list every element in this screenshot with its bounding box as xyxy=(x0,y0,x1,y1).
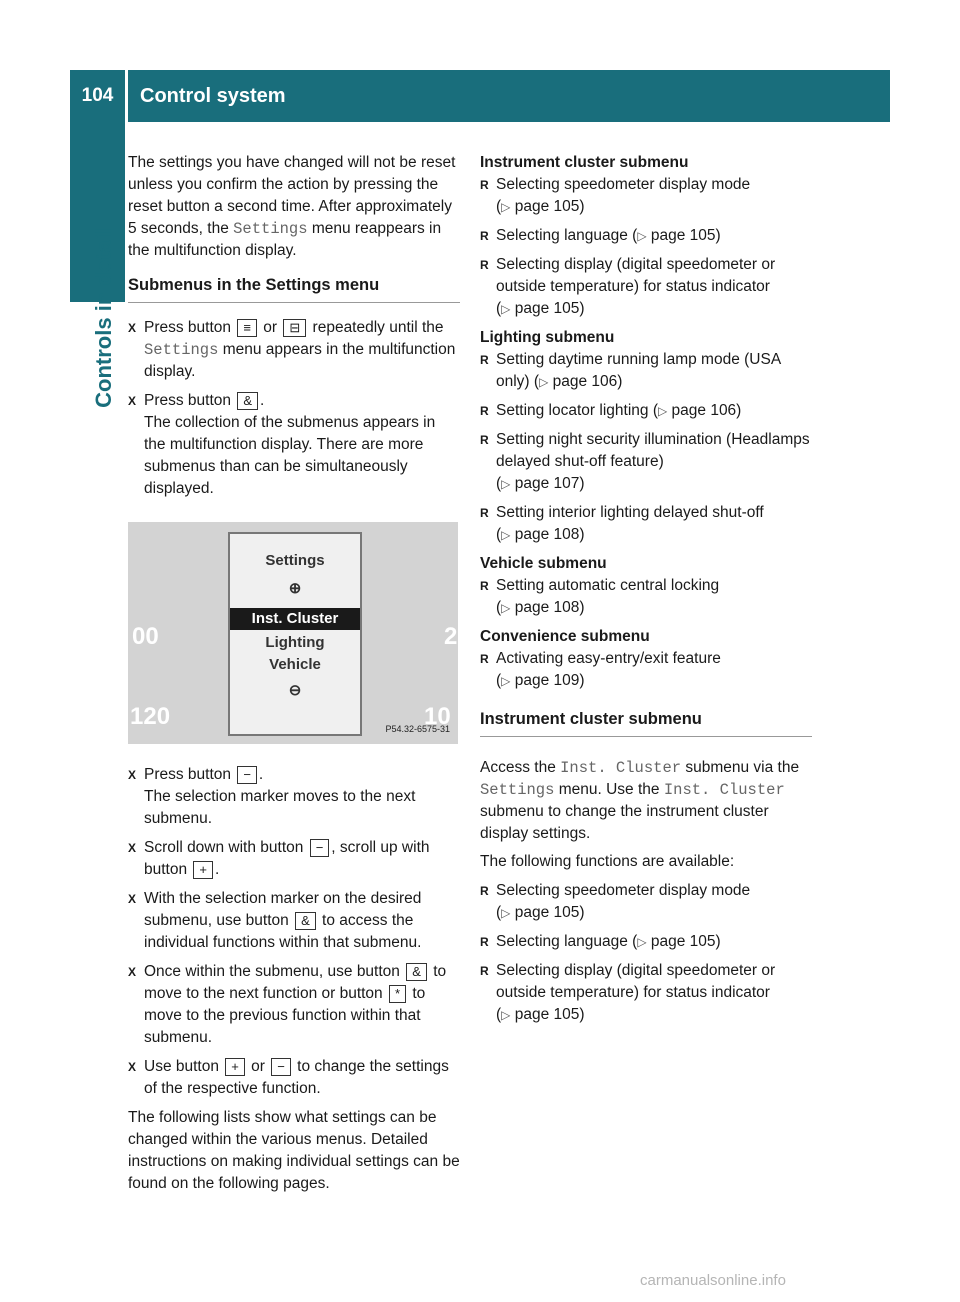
section-title-submenus: Submenus in the Settings menu xyxy=(128,274,460,303)
list-item: R Selecting language (▷ page 105) xyxy=(480,225,812,247)
gauge-label: 120 xyxy=(130,703,171,730)
list-item: R Selecting speedometer display mode (▷ page 105) xyxy=(480,174,812,218)
list-item: R Setting interior lighting delayed shut-off (▷ page 108) xyxy=(480,502,812,546)
list-item: R Selecting language (▷ page 105) xyxy=(480,931,812,953)
gauge-label: 00 xyxy=(132,623,159,650)
step-3: X Press button − . The selection marker moves to the next submenu. xyxy=(128,764,460,830)
left-column xyxy=(128,152,460,1195)
display-panel xyxy=(228,532,362,736)
list-item: R Setting locator lighting (▷ page 106) xyxy=(480,400,812,422)
plus-icon: ⊕ xyxy=(288,580,302,597)
access-paragraph: Access the Inst. Cluster submenu via the Settings menu. Use the Inst. Cluster submenu to change the instrument cluster display settings. xyxy=(480,759,800,842)
list-item: R Selecting speedometer display mode (▷ page 105) xyxy=(480,880,812,924)
list-item: R Setting night security illumination (Headlamps delayed shut-off feature) (▷ page 107) xyxy=(480,429,812,495)
step-2: X Press button & . The collection of the submenus appears in the multifunction display. There are more submenus than can be simultaneously displayed. xyxy=(128,390,460,500)
display-item-vehicle: Vehicle xyxy=(269,656,321,673)
step-6: X Once within the submenu, use button & to move to the next function or button * to move to the previous function within that submenu. xyxy=(128,961,460,1049)
outro-paragraph: The following lists show what settings can be changed within the various menus. Detailed instructions on making individual settings can be found on the following pages. xyxy=(128,1109,460,1192)
header-separator xyxy=(125,70,128,122)
list-item: R Setting daytime running lamp mode (USA only) (▷ page 106) xyxy=(480,349,812,393)
vehicle-head: Vehicle submenu xyxy=(480,555,607,572)
minus-icon: ⊖ xyxy=(288,682,302,699)
figure-code: P54.32-6575-31 xyxy=(385,724,450,734)
gauge-label: 10 xyxy=(424,703,451,730)
list-item: R Activating easy-entry/exit feature (▷ page 109) xyxy=(480,648,812,692)
intro-paragraph: The settings you have changed will not be reset unless you confirm the action by pressing the reset button a second time. After approximately 5 seconds, the Settings menu reappears in the multifunction display. xyxy=(128,154,456,259)
step-4: X Scroll down with button − , scroll up with button + . xyxy=(128,837,460,881)
gauge-label: 2 xyxy=(444,623,458,650)
convenience-head: Convenience submenu xyxy=(480,628,650,645)
multifunction-display-figure xyxy=(128,522,458,744)
display-item-settings: Settings xyxy=(265,552,325,569)
list-item: R Selecting display (digital speedometer or outside temperature) for status indicator (▷ page 105) xyxy=(480,960,812,1026)
display-item-lighting: Lighting xyxy=(265,634,325,651)
step-7: X Use button + or − to change the settings of the respective function. xyxy=(128,1056,460,1100)
right-column xyxy=(480,152,812,1033)
step-5: X With the selection marker on the desired submenu, use button & to access the individual functions within that submenu. xyxy=(128,888,460,954)
list-item: R Setting automatic central locking (▷ page 108) xyxy=(480,575,812,619)
lighting-head: Lighting submenu xyxy=(480,329,615,346)
footer-url[interactable]: carmanualsonline.info xyxy=(640,1272,786,1289)
display-item-selected: Inst. Cluster xyxy=(230,608,360,630)
side-tab-label: Controls in detail xyxy=(91,227,116,408)
inst-head: Instrument cluster submenu xyxy=(480,154,689,171)
following-text: The following functions are available: xyxy=(480,853,735,870)
page-title: Control system xyxy=(140,84,286,107)
page-number: 104 xyxy=(81,85,114,106)
list-item: R Selecting display (digital speedometer or outside temperature) for status indicator (▷ page 105) xyxy=(480,254,812,320)
step-1: X Press button ≡ or ⊟ repeatedly until the Settings menu appears in the multifunction display. xyxy=(128,317,460,383)
section-title-instrument: Instrument cluster submenu xyxy=(480,708,812,737)
side-tab-label-box xyxy=(84,145,124,490)
